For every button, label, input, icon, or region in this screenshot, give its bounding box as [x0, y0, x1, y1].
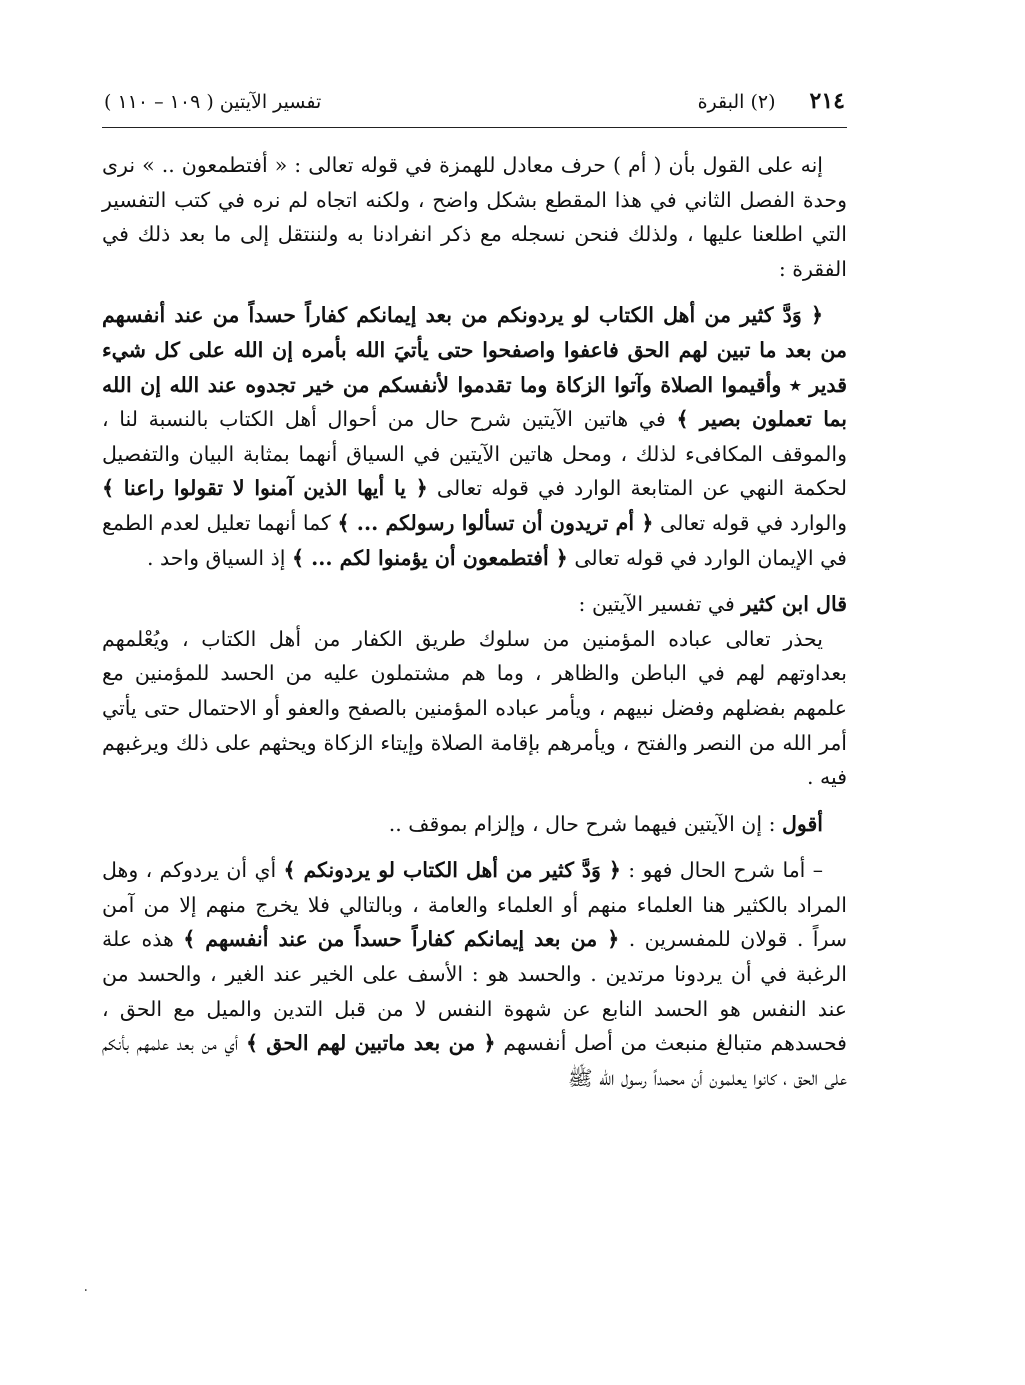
body-text	[102, 148, 847, 1095]
lead-word: أقول	[782, 811, 823, 836]
paragraph-4: يحذر تعالى عباده المؤمنين من سلوك طريق الكفار من أهل الكتاب ، ويُعْلمهم بعداوتهم لهم في الباطن والظاهر ، وما هم مشتملون عليه من الحسد للمؤمنين مع علمهم بفضلهم وفضل نبيهم ، ويأمر عباده المؤمنين بالصفح والعفو أو الاحتمال حتى يأتي أمر الله من النصر والفتح ، ويأمرهم بإقامة الصلاة وإيتاء الزكاة ويحثهم على ذلك ويرغبهم فيه .	[102, 626, 847, 790]
commentary-text: أي من بعد علمهم بأنكم على الحق ، كانوا يعلمون أن محمداً رسول الله ﷺ	[102, 1031, 847, 1090]
verse-quote: ﴿ وَدَّ كثير من أهل الكتاب لو يردونكم من بعد إيمانكم كفاراً حسداً من عند أنفسهم من بعد ما تبين لهم الحق فاعفوا واصفحوا حتى يأتيَ الله بأمره إن الله على كل شيء قدير ٭ وأقيموا الصلاة وآتوا الزكاة وما تقدموا لأنفسكم من خير تجدوه عند الله إن الله بما تعملون بصير ﴾	[102, 303, 847, 432]
paragraph-1: إنه على القول بأن ( أم ) حرف معادل للهمزة في قوله تعالى : « أفتطمعون .. » نرى وحدة الفصل الثاني في هذا المقطع بشكل واضح ، ولكنه اتجاه لم نره في كتب التفسير التي اطلعنا عليها ، ولذلك فنحن نسجله مع ذكر انفرادنا به ولننتقل إلى ما بعد ذلك في الفقرة :	[102, 153, 847, 281]
commentary-text: – أما شرح الحال فهو :	[620, 858, 823, 883]
paragraph-3	[102, 587, 847, 622]
running-header	[102, 88, 847, 128]
verse-quote: ﴿ من بعد إيمانكم كفاراً حسداً من عند أنفسهم ﴾	[183, 927, 620, 952]
commentary-text: في تفسير الآيتين :	[578, 592, 742, 617]
page-number: ٢١٤	[809, 88, 845, 114]
verse-quote: ﴿ من بعد ماتبين لهم الحق ﴾	[245, 1031, 496, 1056]
commentary-text: إذ السياق واحد .	[146, 545, 292, 570]
commentary-text: هذه علة الرغبة في أن يردونا مرتدين . والحسد هو : الأسف على الخير عند الغير ، والحسد من عند النفس هو الحسد النابع عن شهوة النفس لا من قبل التدين والميل مع الحق ، فحسدهم متبالغ منبعث من أصل أنفسهم	[102, 927, 847, 1056]
section-title: تفسير الآيتين ( ١٠٩ – ١١٠ )	[104, 91, 322, 113]
surah-title: (٢) البقرة	[697, 91, 776, 113]
paragraph-5	[102, 807, 847, 842]
verse-quote: ﴿ يا أيها الذين آمنوا لا تقولوا راعنا ﴾	[102, 476, 428, 501]
commentary-text: والوارد في قوله تعالى	[653, 510, 847, 535]
commentary-text: أي أن يردوكم ، وهل المراد بالكثير هنا العلماء منهم أو العلماء والعامة ، وبالتالي فلا يخرج منهم إلا من آمن سراً . قولان للمفسرين .	[102, 858, 847, 952]
commentary-text: كما أنهما تعليل لعدم الطمع في الإيمان الوارد في قوله تعالى	[102, 510, 847, 570]
header-right	[698, 88, 845, 114]
commentary-text: : إن الآيتين فيهما شرح حال ، وإلزام بموقف ..	[388, 811, 783, 836]
page-footer-mark: ٠	[82, 1282, 90, 1298]
verse-quote: ﴿ وَدَّ كثير من أهل الكتاب لو يردونكم ﴾	[283, 858, 621, 883]
verse-quote: ﴿ أفتطمعون أن يؤمنوا لكم ... ﴾	[291, 545, 568, 570]
paragraph-6	[102, 853, 847, 1095]
commentary-text: في هاتين الآيتين شرح حال من أحوال أهل الكتاب بالنسبة لنا ، والموقف المكافىء لذلك ، ومحل هاتين الآيتين في السياق أنهما بمثابة البيان والتفصيل لحكمة النهي عن المتابعة الوارد في قوله تعالى	[102, 407, 848, 501]
author-name: قال ابن كثير	[741, 592, 847, 617]
document-page	[102, 88, 847, 1095]
verse-quote: ﴿ أم تريدون أن تسألوا رسولكم ... ﴾	[337, 510, 654, 535]
paragraph-2	[102, 298, 847, 575]
